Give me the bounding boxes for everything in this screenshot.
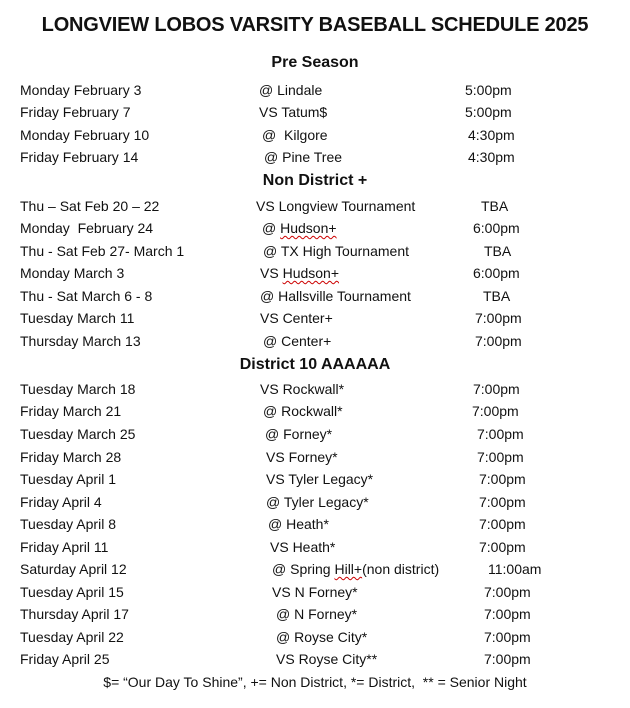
game-date: Tuesday April 1 — [20, 471, 116, 487]
section-heading-preseason: Pre Season — [271, 54, 359, 71]
game-opponent: VS Rockwall* — [260, 381, 345, 397]
game-date: Tuesday March 11 — [20, 310, 135, 326]
game-opponent: VS Longview Tournament — [256, 198, 416, 214]
game-time: 7:00pm — [472, 403, 519, 419]
game-date: Tuesday March 25 — [20, 426, 136, 442]
game-row — [0, 82, 630, 102]
game-opponent: @ Royse City* — [276, 629, 368, 645]
game-opponent-suffix: (non district) — [362, 561, 440, 577]
game-row — [0, 149, 630, 169]
game-row — [0, 104, 630, 124]
game-date: Friday April 11 — [20, 539, 109, 555]
game-time: 11:00am — [488, 561, 542, 577]
game-time: 7:00pm — [484, 584, 531, 600]
game-row — [0, 516, 630, 536]
game-opponent: VS Heath* — [270, 539, 336, 555]
game-date: Tuesday March 18 — [20, 381, 136, 397]
game-opponent: @ Kilgore — [262, 127, 328, 143]
game-time: 5:00pm — [465, 82, 512, 98]
game-time: 7:00pm — [484, 606, 531, 622]
game-opponent: @ Hallsville Tournament — [260, 288, 411, 304]
game-date: Monday February 24 — [20, 220, 154, 236]
section-heading-district: District 10 AAAAAA — [239, 356, 391, 373]
page-title: LONGVIEW LOBOS VARSITY BASEBALL SCHEDULE 2025 — [41, 14, 589, 36]
game-opponent-name: Hudson+ — [280, 220, 337, 236]
game-time: 7:00pm — [477, 449, 524, 465]
game-date: Friday April 4 — [20, 494, 102, 510]
game-row — [0, 220, 630, 240]
game-date: Friday February 14 — [20, 149, 139, 165]
game-opponent-name: Hill+ — [334, 561, 363, 577]
game-opponent — [262, 220, 337, 236]
game-date: Thursday March 13 — [20, 333, 141, 349]
game-date: Friday March 28 — [20, 449, 122, 465]
game-opponent: @ Center+ — [263, 333, 332, 349]
game-time: 7:00pm — [479, 516, 526, 532]
game-opponent: @ Heath* — [268, 516, 329, 532]
game-row — [0, 651, 630, 671]
game-time: 7:00pm — [479, 494, 526, 510]
game-opponent: @ Rockwall* — [263, 403, 343, 419]
legend-footer: $= “Our Day To Shine”, += Non District, *= District, ** = Senior Night — [103, 674, 527, 690]
game-opponent — [272, 561, 439, 577]
game-date: Monday February 3 — [20, 82, 142, 98]
game-opponent-prefix: @ — [262, 220, 281, 236]
game-row — [0, 243, 630, 263]
game-date: Thu - Sat March 6 - 8 — [20, 288, 153, 304]
game-date: Tuesday April 15 — [20, 584, 124, 600]
game-row — [0, 606, 630, 626]
game-time: 7:00pm — [484, 629, 531, 645]
game-time: 6:00pm — [473, 220, 520, 236]
game-date: Tuesday April 8 — [20, 516, 116, 532]
game-opponent: @ Lindale — [259, 82, 323, 98]
game-time: 5:00pm — [465, 104, 512, 120]
game-row — [0, 584, 630, 604]
game-row — [0, 381, 630, 401]
game-opponent: @ Forney* — [265, 426, 333, 442]
game-opponent-prefix: VS — [260, 265, 283, 281]
game-date: Thu – Sat Feb 20 – 22 — [20, 198, 160, 214]
game-opponent: @ Tyler Legacy* — [266, 494, 369, 510]
game-date: Thursday April 17 — [20, 606, 129, 622]
section-heading-nondistrict: Non District + — [262, 172, 368, 189]
game-row — [0, 310, 630, 330]
game-opponent: VS Tyler Legacy* — [266, 471, 374, 487]
game-opponent: VS N Forney* — [272, 584, 358, 600]
game-row — [0, 449, 630, 469]
game-row — [0, 265, 630, 285]
game-row — [0, 288, 630, 308]
game-row — [0, 471, 630, 491]
game-time: 4:30pm — [468, 149, 515, 165]
game-row — [0, 333, 630, 353]
game-opponent: VS Tatum$ — [259, 104, 328, 120]
game-opponent: @ N Forney* — [276, 606, 358, 622]
game-row — [0, 127, 630, 147]
game-time: 6:00pm — [473, 265, 520, 281]
game-row — [0, 198, 630, 218]
game-time: TBA — [484, 243, 512, 259]
game-time: 7:00pm — [479, 539, 526, 555]
game-date: Monday March 3 — [20, 265, 125, 281]
game-row — [0, 403, 630, 423]
game-time: 7:00pm — [479, 471, 526, 487]
game-time: 7:00pm — [475, 310, 522, 326]
game-opponent: @ TX High Tournament — [263, 243, 409, 259]
game-time: 7:00pm — [477, 426, 524, 442]
game-time: TBA — [483, 288, 511, 304]
game-date: Monday February 10 — [20, 127, 150, 143]
game-date: Thu - Sat Feb 27- March 1 — [20, 243, 185, 259]
game-time: 7:00pm — [484, 651, 531, 667]
game-opponent: VS Center+ — [260, 310, 333, 326]
game-row — [0, 494, 630, 514]
game-row — [0, 561, 630, 581]
game-row — [0, 426, 630, 446]
game-time: TBA — [481, 198, 509, 214]
game-opponent-name: Hudson+ — [282, 265, 340, 281]
game-date: Friday February 7 — [20, 104, 131, 120]
game-time: 7:00pm — [473, 381, 520, 397]
game-row — [0, 539, 630, 559]
game-time: 7:00pm — [475, 333, 522, 349]
game-row — [0, 629, 630, 649]
game-date: Friday April 25 — [20, 651, 110, 667]
game-date: Tuesday April 22 — [20, 629, 124, 645]
game-time: 4:30pm — [468, 127, 515, 143]
game-date: Friday March 21 — [20, 403, 122, 419]
game-opponent — [260, 265, 339, 281]
game-date: Saturday April 12 — [20, 561, 127, 577]
game-opponent-prefix: @ Spring — [272, 561, 335, 577]
game-opponent: VS Royse City** — [276, 651, 378, 667]
game-opponent: VS Forney* — [266, 449, 338, 465]
game-opponent: @ Pine Tree — [264, 149, 343, 165]
